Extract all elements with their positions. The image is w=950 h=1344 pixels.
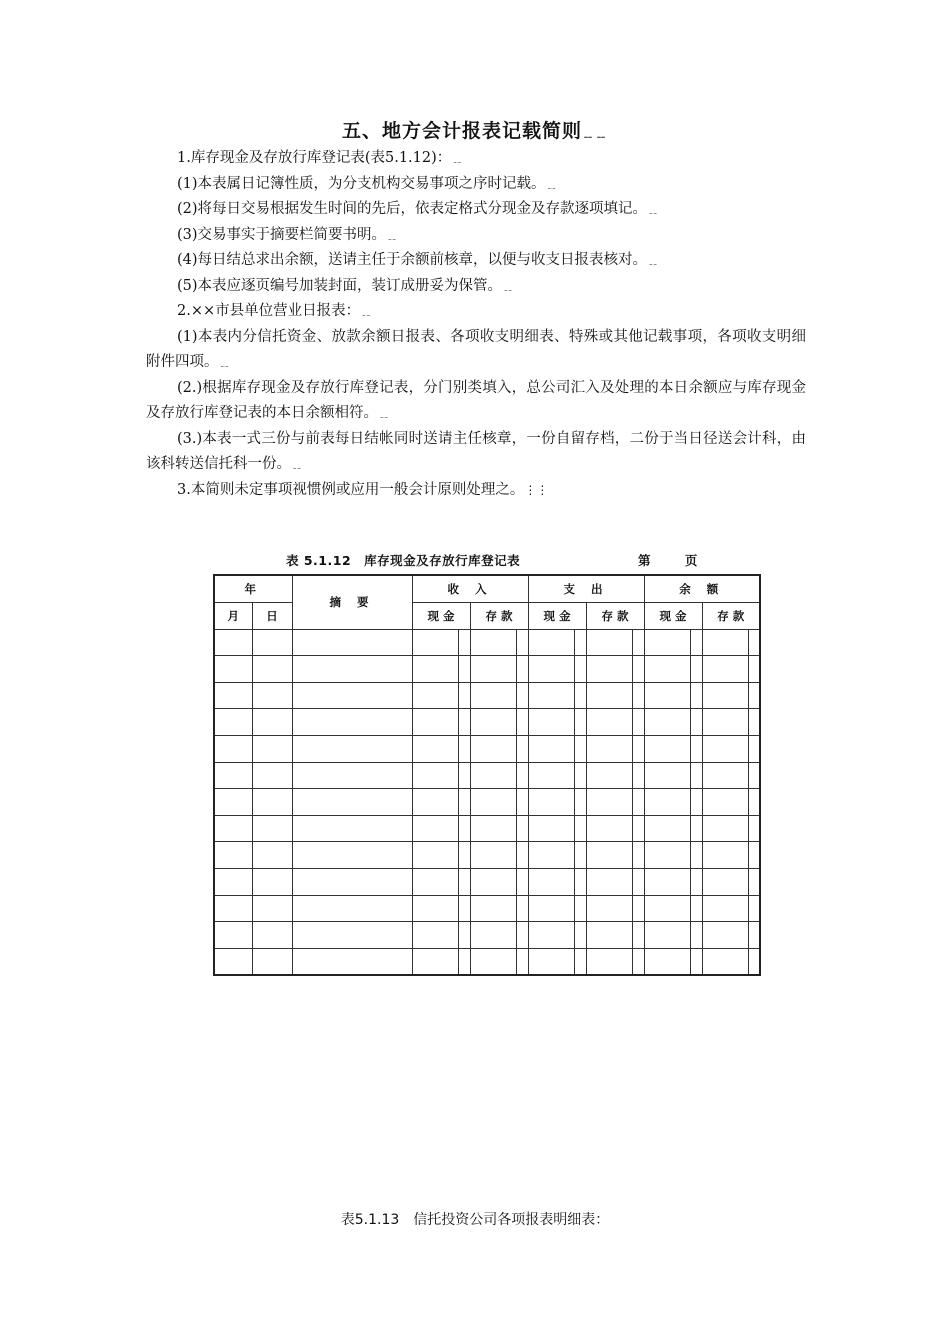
table-cell (644, 895, 690, 922)
table-cell (458, 868, 470, 895)
table-cell (252, 895, 292, 922)
table-cell (702, 815, 748, 842)
table-cell (702, 948, 748, 975)
table-cell (412, 789, 458, 816)
table-cell (528, 709, 574, 736)
header-month: 月 (214, 602, 252, 629)
table-cell (748, 629, 760, 656)
table-cell (586, 842, 632, 869)
table-cell (690, 682, 702, 709)
table-cell (470, 842, 516, 869)
table-cell (632, 789, 644, 816)
table-cell (214, 895, 252, 922)
table-cell (690, 789, 702, 816)
table-cell (412, 922, 458, 949)
table-cell (252, 922, 292, 949)
table-cell (516, 842, 528, 869)
paragraph-mark: ﹎ (502, 278, 515, 293)
header-day: 日 (252, 602, 292, 629)
table-cell (690, 895, 702, 922)
paragraph-text: (1)本表属日记簿性质，为分支机构交易事项之序时记载。 (177, 175, 546, 192)
table-cell (516, 735, 528, 762)
table-row (214, 709, 760, 736)
table-cell (644, 762, 690, 789)
table-cell (690, 656, 702, 683)
paragraph (146, 274, 806, 300)
table-cell (516, 789, 528, 816)
table-cell (292, 735, 412, 762)
paragraph-text: 1.库存现金及存放行库登记表(表5.1.12)： (177, 150, 452, 166)
table-cell (412, 815, 458, 842)
table-cell (528, 868, 574, 895)
table-cell (644, 948, 690, 975)
title-text: 五、地方会计报表记载简则 (341, 120, 582, 142)
table-cell (574, 709, 586, 736)
table-cell (702, 629, 748, 656)
table-cell (574, 629, 586, 656)
table-cell (702, 709, 748, 736)
table-row (214, 762, 760, 789)
table-cell (574, 762, 586, 789)
table-cell (214, 735, 252, 762)
table-cell (528, 895, 574, 922)
table-cell (632, 948, 644, 975)
table-cell (644, 629, 690, 656)
table-cell (516, 922, 528, 949)
table-cell (516, 709, 528, 736)
table-cell (702, 735, 748, 762)
table-cell (412, 762, 458, 789)
table-cell (690, 735, 702, 762)
paragraph-mark: ﹎ (545, 176, 558, 191)
table-cell (586, 922, 632, 949)
table-cell (470, 629, 516, 656)
table-cell (528, 682, 574, 709)
table-cell (574, 789, 586, 816)
table-cell (412, 629, 458, 656)
table-cell (412, 842, 458, 869)
table-cell (214, 762, 252, 789)
table-cell (292, 815, 412, 842)
table-cell (292, 762, 412, 789)
table-cell (214, 868, 252, 895)
table-cell (292, 895, 412, 922)
table-cell (458, 842, 470, 869)
table-cell (528, 842, 574, 869)
table-cell (470, 709, 516, 736)
table-cell (252, 629, 292, 656)
paragraph (146, 146, 806, 172)
table-cell (702, 922, 748, 949)
table-cell (632, 629, 644, 656)
table-cell (574, 656, 586, 683)
table-cell (632, 762, 644, 789)
table-cell (702, 682, 748, 709)
table-cell (690, 948, 702, 975)
table-cell (516, 868, 528, 895)
table-cell (748, 922, 760, 949)
table-cell (632, 922, 644, 949)
table-cell (632, 682, 644, 709)
table-cell (574, 815, 586, 842)
table-cell (516, 895, 528, 922)
table-row (214, 682, 760, 709)
header-balance-deposit: 存 款 (702, 602, 760, 629)
table-cell (470, 735, 516, 762)
table-cell (252, 789, 292, 816)
table-cell (458, 656, 470, 683)
table-cell (214, 629, 252, 656)
table-cell (644, 815, 690, 842)
ledger-table (213, 574, 761, 976)
paragraph-mark: ﹎ (378, 406, 391, 420)
table-cell (748, 842, 760, 869)
table-row (214, 735, 760, 762)
table-cell (516, 629, 528, 656)
table-cell (252, 815, 292, 842)
ledger-page-label: 第 页 (638, 553, 698, 568)
table-cell (748, 656, 760, 683)
table-cell (586, 656, 632, 683)
title-mark: ﹎﹎ (582, 126, 609, 140)
table-cell (690, 868, 702, 895)
table-cell (252, 656, 292, 683)
paragraph-mark: ﹎ (218, 355, 231, 369)
table-cell (292, 709, 412, 736)
header-balance-cash: 现 金 (644, 602, 702, 629)
table-cell (690, 762, 702, 789)
table-cell (214, 682, 252, 709)
header-expense-deposit: 存 款 (586, 602, 644, 629)
table-cell (252, 842, 292, 869)
table-cell (644, 709, 690, 736)
table-cell (574, 922, 586, 949)
paragraph-text: (3)交易事实于摘要栏简要书明。 (177, 226, 387, 243)
table-cell (214, 922, 252, 949)
table-cell (528, 762, 574, 789)
paragraph (146, 376, 806, 427)
table-cell (632, 709, 644, 736)
header-income-cash: 现 金 (412, 602, 470, 629)
table-row (214, 922, 760, 949)
paragraph (146, 248, 806, 274)
table-cell (748, 895, 760, 922)
paragraph-text: (1)本表内分信托资金、放款余额日报表、各项收支明细表、特殊或其他记载事项，各项收支明细附件四项。 (146, 328, 806, 370)
table-cell (632, 842, 644, 869)
table-cell (292, 922, 412, 949)
paragraph (146, 427, 806, 478)
table-cell (644, 842, 690, 869)
table-cell (252, 682, 292, 709)
table-cell (470, 868, 516, 895)
table-cell (748, 815, 760, 842)
header-expense-cash: 现 金 (528, 602, 586, 629)
paragraph-text: (3.)本表一式三份与前表每日结帐同时送请主任核章，一份自留存档，二份于当日径送会计科，由该科转送信托科一份。 (146, 430, 806, 472)
paragraph-text: (2.)根据库存现金及存放行库登记表，分门别类填入，总公司汇入及处理的本日余额应与库存现金及存放行库登记表的本日余额相符。 (146, 379, 806, 421)
table-cell (458, 815, 470, 842)
table-cell (516, 815, 528, 842)
table-row (214, 815, 760, 842)
table-cell (458, 922, 470, 949)
header-year: 年 (214, 575, 292, 602)
table-cell (644, 656, 690, 683)
table-cell (516, 762, 528, 789)
table-cell (586, 815, 632, 842)
paragraph-mark: ﹎ (291, 457, 304, 471)
table-cell (528, 948, 574, 975)
table-cell (458, 948, 470, 975)
table-cell (252, 868, 292, 895)
table-cell (292, 842, 412, 869)
table-cell (470, 682, 516, 709)
table-cell (528, 789, 574, 816)
table-cell (632, 735, 644, 762)
table-cell (292, 948, 412, 975)
table-cell (586, 629, 632, 656)
table-cell (214, 948, 252, 975)
paragraph-text: 2.××市县单位营业日报表： (177, 303, 361, 319)
paragraph (146, 299, 806, 325)
document-title (0, 116, 950, 143)
table-cell (748, 709, 760, 736)
table-cell (470, 762, 516, 789)
table-cell (690, 842, 702, 869)
paragraph-mark: ﹎ (451, 151, 464, 165)
table-cell (252, 762, 292, 789)
table-row (214, 842, 760, 869)
table-cell (574, 948, 586, 975)
table-cell (470, 789, 516, 816)
table-cell (690, 709, 702, 736)
table-cell (528, 815, 574, 842)
paragraph-mark: ⋮⋮ (524, 482, 549, 497)
table-row (214, 948, 760, 975)
paragraph-mark: ﹎ (386, 227, 399, 242)
table-cell (214, 842, 252, 869)
table-cell (252, 735, 292, 762)
table-cell (586, 735, 632, 762)
table-cell (586, 895, 632, 922)
table-cell (644, 922, 690, 949)
document-body (146, 146, 806, 503)
table-cell (412, 709, 458, 736)
table-cell (586, 868, 632, 895)
header-expense: 支 出 (528, 575, 644, 602)
table-cell (470, 895, 516, 922)
table-cell (470, 922, 516, 949)
table-cell (528, 629, 574, 656)
table-cell (214, 815, 252, 842)
paragraph-text: 3.本简则未定事项视惯例或应用一般会计原则处理之。 (177, 481, 525, 498)
table-cell (292, 682, 412, 709)
header-income: 收 入 (412, 575, 528, 602)
paragraph (146, 172, 806, 198)
table-cell (574, 735, 586, 762)
table-cell (214, 709, 252, 736)
paragraph (146, 478, 806, 504)
paragraph-text: (4)每日结总求出余额，送请主任于余额前核章，以便与收支日报表核对。 (177, 252, 648, 268)
paragraph (146, 197, 806, 223)
header-income-deposit: 存 款 (470, 602, 528, 629)
table-cell (632, 815, 644, 842)
table-cell (470, 656, 516, 683)
table-cell (748, 789, 760, 816)
table-cell (586, 948, 632, 975)
table-cell (214, 656, 252, 683)
header-balance: 余 额 (644, 575, 760, 602)
table-cell (528, 735, 574, 762)
table-cell (458, 789, 470, 816)
paragraph-mark: ﹎ (647, 253, 660, 267)
table-cell (702, 789, 748, 816)
table-cell (586, 789, 632, 816)
table-cell (458, 735, 470, 762)
table-row (214, 789, 760, 816)
table-cell (574, 842, 586, 869)
table-cell (586, 682, 632, 709)
table-cell (748, 735, 760, 762)
table-cell (292, 789, 412, 816)
paragraph (146, 325, 806, 376)
table-cell (702, 868, 748, 895)
table-cell (412, 656, 458, 683)
table-cell (702, 762, 748, 789)
table-cell (516, 948, 528, 975)
table-cell (292, 629, 412, 656)
paragraph-text: (2)将每日交易根据发生时间的先后，依表定格式分现金及存款逐项填记。 (177, 201, 648, 217)
table-cell (470, 948, 516, 975)
table-cell (644, 789, 690, 816)
table-cell (458, 682, 470, 709)
table-cell (748, 762, 760, 789)
table-cell (252, 709, 292, 736)
table-cell (458, 895, 470, 922)
ledger-table-caption: 表 5.1.12 库存现金及存放行库登记表 (286, 553, 521, 568)
paragraph-mark: ﹎ (360, 304, 373, 318)
table-cell (412, 948, 458, 975)
header-summary: 摘 要 (292, 575, 412, 629)
table-cell (632, 868, 644, 895)
table-cell (412, 682, 458, 709)
table-cell (412, 895, 458, 922)
table-cell (412, 868, 458, 895)
table-cell (632, 895, 644, 922)
table-cell (292, 656, 412, 683)
table-cell (574, 682, 586, 709)
paragraph-text: (5)本表应逐页编号加装封面，装订成册妥为保管。 (177, 277, 503, 294)
table-cell (690, 815, 702, 842)
table-cell (748, 868, 760, 895)
paragraph-mark: ﹎ (647, 202, 660, 216)
table-cell (690, 922, 702, 949)
table-cell (528, 922, 574, 949)
table-cell (516, 682, 528, 709)
table-cell (644, 682, 690, 709)
table-row (214, 629, 760, 656)
table-cell (470, 815, 516, 842)
table-cell (458, 629, 470, 656)
table-cell (252, 948, 292, 975)
table-cell (702, 895, 748, 922)
table-cell (292, 868, 412, 895)
table-cell (632, 656, 644, 683)
table-cell (690, 629, 702, 656)
paragraph (146, 223, 806, 249)
table-cell (702, 842, 748, 869)
table-cell (516, 656, 528, 683)
table-cell (748, 948, 760, 975)
table-cell (702, 656, 748, 683)
table-cell (528, 656, 574, 683)
table-cell (644, 868, 690, 895)
table-row (214, 656, 760, 683)
table-cell (458, 762, 470, 789)
next-table-caption: 表5.1.13 信托投资公司各项报表明细表： (340, 1212, 610, 1228)
table-cell (214, 789, 252, 816)
table-cell (644, 735, 690, 762)
table-cell (748, 682, 760, 709)
table-cell (586, 709, 632, 736)
table-cell (574, 895, 586, 922)
table-cell (458, 709, 470, 736)
table-cell (412, 735, 458, 762)
table-row (214, 868, 760, 895)
table-row (214, 895, 760, 922)
table-cell (586, 762, 632, 789)
table-cell (574, 868, 586, 895)
